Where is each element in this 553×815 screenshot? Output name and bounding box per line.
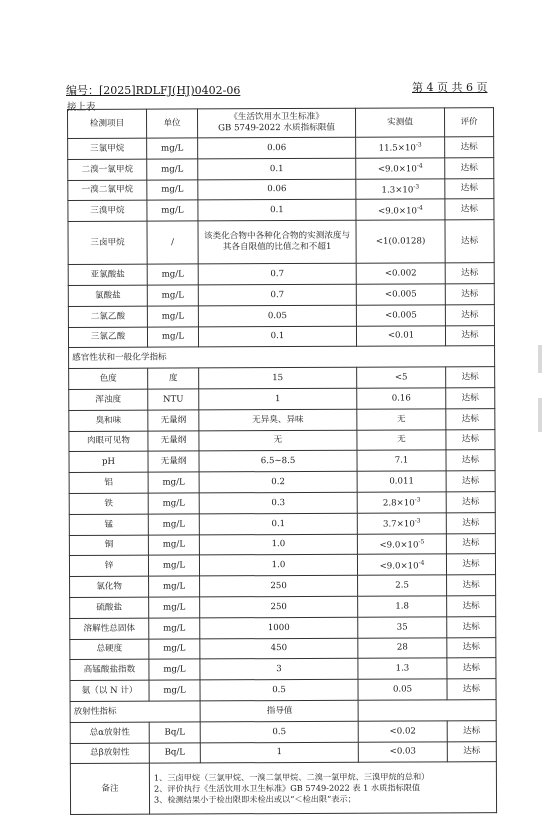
- table-row: [69, 492, 495, 515]
- item-name: 锰: [69, 514, 148, 535]
- measured-value: [356, 158, 445, 179]
- item-name: 铜: [69, 535, 148, 556]
- limit-value: 0.5: [200, 721, 358, 742]
- remark-line: 3、检测结果小于检出限即未检出或以“＜检出限”表示；: [153, 793, 356, 805]
- measured-value-base: <0.005: [384, 310, 417, 321]
- item-name: 二氯乙酸: [68, 306, 147, 327]
- unit: mg/L: [149, 638, 200, 659]
- measured-value-base: <0.005: [384, 289, 417, 300]
- guide-value-label: 指导值: [200, 700, 358, 721]
- item-name: 三溴甲烷: [68, 201, 147, 222]
- item-name: 色度: [69, 368, 148, 389]
- limit-value: 250: [200, 596, 358, 617]
- evaluation: 达标: [445, 157, 494, 178]
- remark-line: 2、评价执行《生活饮用水卫生标准》GB 5749-2022 表 1 水质指标限值: [153, 782, 421, 794]
- measured-value: [357, 533, 446, 554]
- unit: 无量纲: [148, 430, 199, 451]
- item-name: 氯酸盐: [68, 285, 147, 306]
- limit-value: 无异臭、异味: [199, 409, 357, 430]
- item-name: 一溴二氯甲烷: [68, 180, 147, 201]
- page-indicator: 第 4 页 共 6 页: [412, 81, 488, 94]
- measured-value: [358, 679, 447, 700]
- measured-value-base: 0.011: [389, 476, 414, 487]
- table-row: [69, 388, 495, 411]
- limit-value: 15: [199, 367, 357, 388]
- item-name: 硫酸盐: [70, 597, 149, 618]
- col-header-unit: 单位: [147, 109, 198, 138]
- evaluation: 达标: [445, 137, 494, 158]
- evaluation: 达标: [446, 429, 495, 450]
- measured-value-exponent: -4: [418, 559, 425, 567]
- unit: Bq/L: [149, 742, 200, 763]
- measured-value: [358, 721, 447, 742]
- measured-value-base: <9.0×10: [377, 164, 417, 175]
- limit-value: 0.7: [198, 284, 356, 305]
- table-row: [70, 596, 496, 619]
- results-table: [67, 107, 497, 815]
- limit-value: 1000: [200, 617, 358, 638]
- measured-value: [356, 325, 445, 346]
- measured-value: [358, 575, 447, 596]
- measured-value: [357, 492, 446, 513]
- limit-value: 1: [199, 388, 357, 409]
- unit: mg/L: [147, 264, 198, 285]
- scan-edge-mark: [538, 345, 542, 373]
- measured-value-exponent: -3: [414, 517, 421, 525]
- measured-value: [357, 367, 446, 388]
- remarks-label: 备注: [70, 763, 149, 814]
- limit-value: 0.1: [198, 326, 356, 347]
- limit-value: 3: [200, 659, 358, 680]
- unit: mg/L: [147, 180, 198, 201]
- evaluation: 达标: [445, 263, 494, 284]
- measured-value: [356, 199, 445, 220]
- measured-value-base: 7.1: [394, 455, 409, 466]
- unit: mg/L: [147, 306, 198, 327]
- table-row-trihalomethane: [68, 220, 494, 265]
- measured-value-base: 1.8: [395, 601, 410, 612]
- measured-value: [357, 513, 446, 534]
- measured-value-exponent: -4: [416, 162, 423, 170]
- unit: mg/L: [147, 138, 198, 159]
- unit: mg/L: [149, 576, 200, 597]
- evaluation: 达标: [445, 284, 494, 305]
- measured-value-base: 0.16: [391, 393, 411, 404]
- measured-value-exponent: -5: [418, 538, 425, 546]
- table-row: [69, 471, 495, 494]
- measured-value-base: 0.05: [392, 684, 413, 695]
- item-name: 总β放射性: [70, 743, 149, 764]
- table-row: [68, 199, 494, 222]
- item-name: 氯化物: [70, 576, 149, 597]
- unit: mg/L: [147, 285, 198, 306]
- unit: mg/L: [147, 200, 198, 221]
- measured-value-base: 无: [397, 414, 406, 425]
- table-row: [68, 178, 494, 201]
- measured-value: [357, 388, 446, 409]
- unit: mg/L: [148, 493, 199, 514]
- evaluation: 达标: [445, 178, 494, 199]
- col-header-measured: 实测值: [355, 108, 444, 137]
- measured-value-base: <5: [394, 372, 408, 383]
- measured-value: [357, 429, 446, 450]
- limit-value: 0.7: [198, 263, 356, 284]
- evaluation: 达标: [446, 512, 495, 533]
- limit-value: 1.0: [199, 555, 357, 576]
- measured-value-base: <0.01: [387, 330, 415, 342]
- measured-value-exponent: -4: [416, 204, 423, 212]
- table-row: [69, 533, 495, 556]
- evaluation: 达标: [447, 679, 496, 700]
- measured-value-base: <9.0×10: [377, 206, 418, 217]
- measured-value-base: <9.0×10: [379, 540, 419, 551]
- evaluation: 达标: [446, 367, 495, 388]
- unit: mg/L: [148, 514, 199, 535]
- table-row: [68, 137, 494, 160]
- measured-value-base: <0.03: [389, 746, 417, 758]
- col-header-limit-text: 《生活饮用水卫生标准》 GB 5749-2022 水质指标限值: [218, 111, 336, 134]
- item-name: 肉眼可见物: [69, 431, 148, 452]
- unit: mg/L: [147, 159, 198, 180]
- measured-value: [358, 596, 447, 617]
- unit: NTU: [148, 389, 199, 410]
- measured-value: [356, 178, 445, 199]
- section-title: 放射性指标: [70, 701, 200, 722]
- item-name: 浑浊度: [69, 389, 148, 410]
- measured-value: [357, 554, 446, 575]
- unit: mg/L: [149, 659, 200, 680]
- limit-value: 0.06: [198, 179, 356, 200]
- measured-value-base: <0.002: [384, 268, 417, 279]
- evaluation: 达标: [447, 637, 496, 658]
- item-name: 铝: [69, 472, 148, 493]
- item-name: 总α放射性: [70, 722, 149, 743]
- item-name: 氨（以 N 计）: [70, 680, 149, 701]
- item-name: 溶解性总固体: [70, 618, 149, 639]
- unit: Bq/L: [149, 722, 200, 743]
- remarks-text: [149, 762, 496, 815]
- table-row: [70, 637, 496, 660]
- evaluation: 达标: [445, 304, 494, 325]
- item-name: 高锰酸盐指数: [70, 659, 149, 680]
- table-row: [68, 304, 494, 327]
- limit-value: 0.1: [198, 158, 356, 179]
- section-radioactivity: [70, 700, 496, 723]
- unit: mg/L: [149, 680, 200, 701]
- evaluation: 达标: [446, 533, 495, 554]
- measured-value-base: 1.3×10: [381, 185, 414, 196]
- table-row: [68, 157, 494, 180]
- table-row: [69, 554, 495, 577]
- measured-value: <1(0.0128): [356, 220, 445, 263]
- unit: mg/L: [149, 618, 200, 639]
- measured-value-exponent: -3: [413, 183, 420, 191]
- measured-value: [356, 284, 445, 305]
- measured-value: [356, 305, 445, 326]
- table-row: [69, 408, 495, 431]
- table-row: [70, 679, 496, 702]
- measured-value: [356, 263, 445, 284]
- measured-value-exponent: -3: [415, 141, 422, 149]
- item-name: 二溴一氯甲烷: [68, 159, 147, 180]
- limit-value: 1: [200, 742, 358, 763]
- table-row: [68, 263, 494, 286]
- measured-value-base: 3.7×10: [382, 519, 415, 530]
- limit-value: 0.3: [199, 492, 357, 513]
- measured-value-base: 2.8×10: [382, 498, 415, 509]
- unit: 无量纲: [148, 451, 199, 472]
- evaluation: 达标: [447, 596, 496, 617]
- measured-value-base: 11.5×10: [378, 143, 416, 154]
- limit-value: 0.1: [198, 200, 356, 221]
- evaluation: 达标: [446, 450, 495, 471]
- table-row: [69, 367, 495, 390]
- evaluation: 达标: [447, 658, 496, 679]
- table-header-row: [68, 108, 494, 139]
- limit-value: 该类化合物中各种化合物的实测浓度与其各自限值的比值之和不超1: [198, 220, 356, 264]
- col-header-limit: [198, 108, 356, 138]
- evaluation: 达标: [445, 199, 494, 220]
- limit-value: 450: [200, 638, 358, 659]
- limit-value: 0.06: [198, 137, 356, 158]
- measured-value-base: 2.5: [395, 580, 409, 591]
- measured-value-base: 1.3: [395, 663, 410, 674]
- measured-value: [358, 741, 447, 762]
- evaluation: 达标: [447, 616, 496, 637]
- measured-value-base: 无: [397, 434, 406, 446]
- limit-value: 250: [200, 575, 358, 596]
- item-name: 锌: [69, 555, 148, 576]
- unit: mg/L: [149, 597, 200, 618]
- unit: 度: [148, 368, 199, 389]
- measured-value: [358, 617, 447, 638]
- table-row: [69, 512, 495, 535]
- limit-value: 1.0: [199, 534, 357, 555]
- evaluation: 达标: [446, 388, 495, 409]
- limit-value: 6.5~8.5: [199, 451, 357, 472]
- item-name: 铁: [69, 493, 148, 514]
- limit-value: 0.05: [198, 305, 356, 326]
- evaluation: 达标: [446, 554, 495, 575]
- item-name: 三卤甲烷: [68, 221, 147, 264]
- evaluation: 达标: [446, 408, 495, 429]
- col-header-evaluation: 评价: [444, 108, 493, 137]
- table-row: [69, 429, 495, 452]
- table-row: [70, 575, 496, 598]
- evaluation: 达标: [446, 492, 495, 513]
- unit: mg/L: [148, 472, 199, 493]
- limit-value: 0.5: [200, 679, 358, 700]
- section-sensory-chemical: [69, 346, 495, 369]
- measured-value: [358, 637, 447, 658]
- table-row: [68, 284, 494, 307]
- table-row: [70, 616, 496, 639]
- item-name: 总硬度: [70, 639, 149, 660]
- measured-value: [358, 658, 447, 679]
- col-header-item: 检测项目: [68, 109, 147, 138]
- limit-value: 无: [199, 430, 357, 451]
- remarks-row: [70, 762, 496, 815]
- unit: mg/L: [147, 327, 198, 348]
- table-row: [69, 450, 495, 473]
- section-title: 感官性状和一般化学指标: [69, 346, 495, 369]
- measured-value: [357, 450, 446, 471]
- continued-label: 接上表: [67, 102, 96, 113]
- measured-value-base: 28: [396, 642, 408, 653]
- report-number: 编号：[2025]RDLFJ(HJ)0402-06: [66, 84, 241, 97]
- item-name: pH: [69, 452, 148, 473]
- measured-value-base: 35: [396, 622, 408, 633]
- unit: mg/L: [148, 555, 199, 576]
- remark-line: 1、三卤甲烷（三氯甲烷、一溴二氯甲烷、二溴一氯甲烷、三溴甲烷的总和）: [153, 771, 430, 783]
- evaluation: 达标: [447, 575, 496, 596]
- scan-edge-mark: [538, 398, 542, 432]
- measured-value-base: <9.0×10: [379, 561, 419, 572]
- unit: mg/L: [148, 534, 199, 555]
- measured-value-base: <0.02: [389, 726, 416, 737]
- measured-value: [357, 471, 446, 492]
- table-row: [68, 325, 494, 348]
- item-name: 臭和味: [69, 410, 148, 431]
- measured-value: [357, 409, 446, 430]
- table-row: [70, 741, 496, 764]
- item-name: 三氯乙酸: [68, 327, 147, 348]
- empty-cell: [358, 700, 496, 721]
- evaluation: 达标: [447, 720, 496, 741]
- item-name: 三氯甲烷: [68, 138, 147, 159]
- evaluation: 达标: [447, 741, 496, 762]
- measured-value: [356, 137, 445, 158]
- table-row: [70, 720, 496, 743]
- unit: /: [147, 221, 198, 264]
- measured-value-exponent: -3: [414, 496, 421, 504]
- limit-value: 0.1: [199, 513, 357, 534]
- evaluation: 达标: [445, 325, 494, 346]
- table-row: [70, 658, 496, 681]
- evaluation: 达标: [446, 471, 495, 492]
- unit: 无量纲: [148, 410, 199, 431]
- limit-value: 0.2: [199, 471, 357, 492]
- evaluation: 达标: [445, 220, 494, 263]
- item-name: 亚氯酸盐: [68, 264, 147, 285]
